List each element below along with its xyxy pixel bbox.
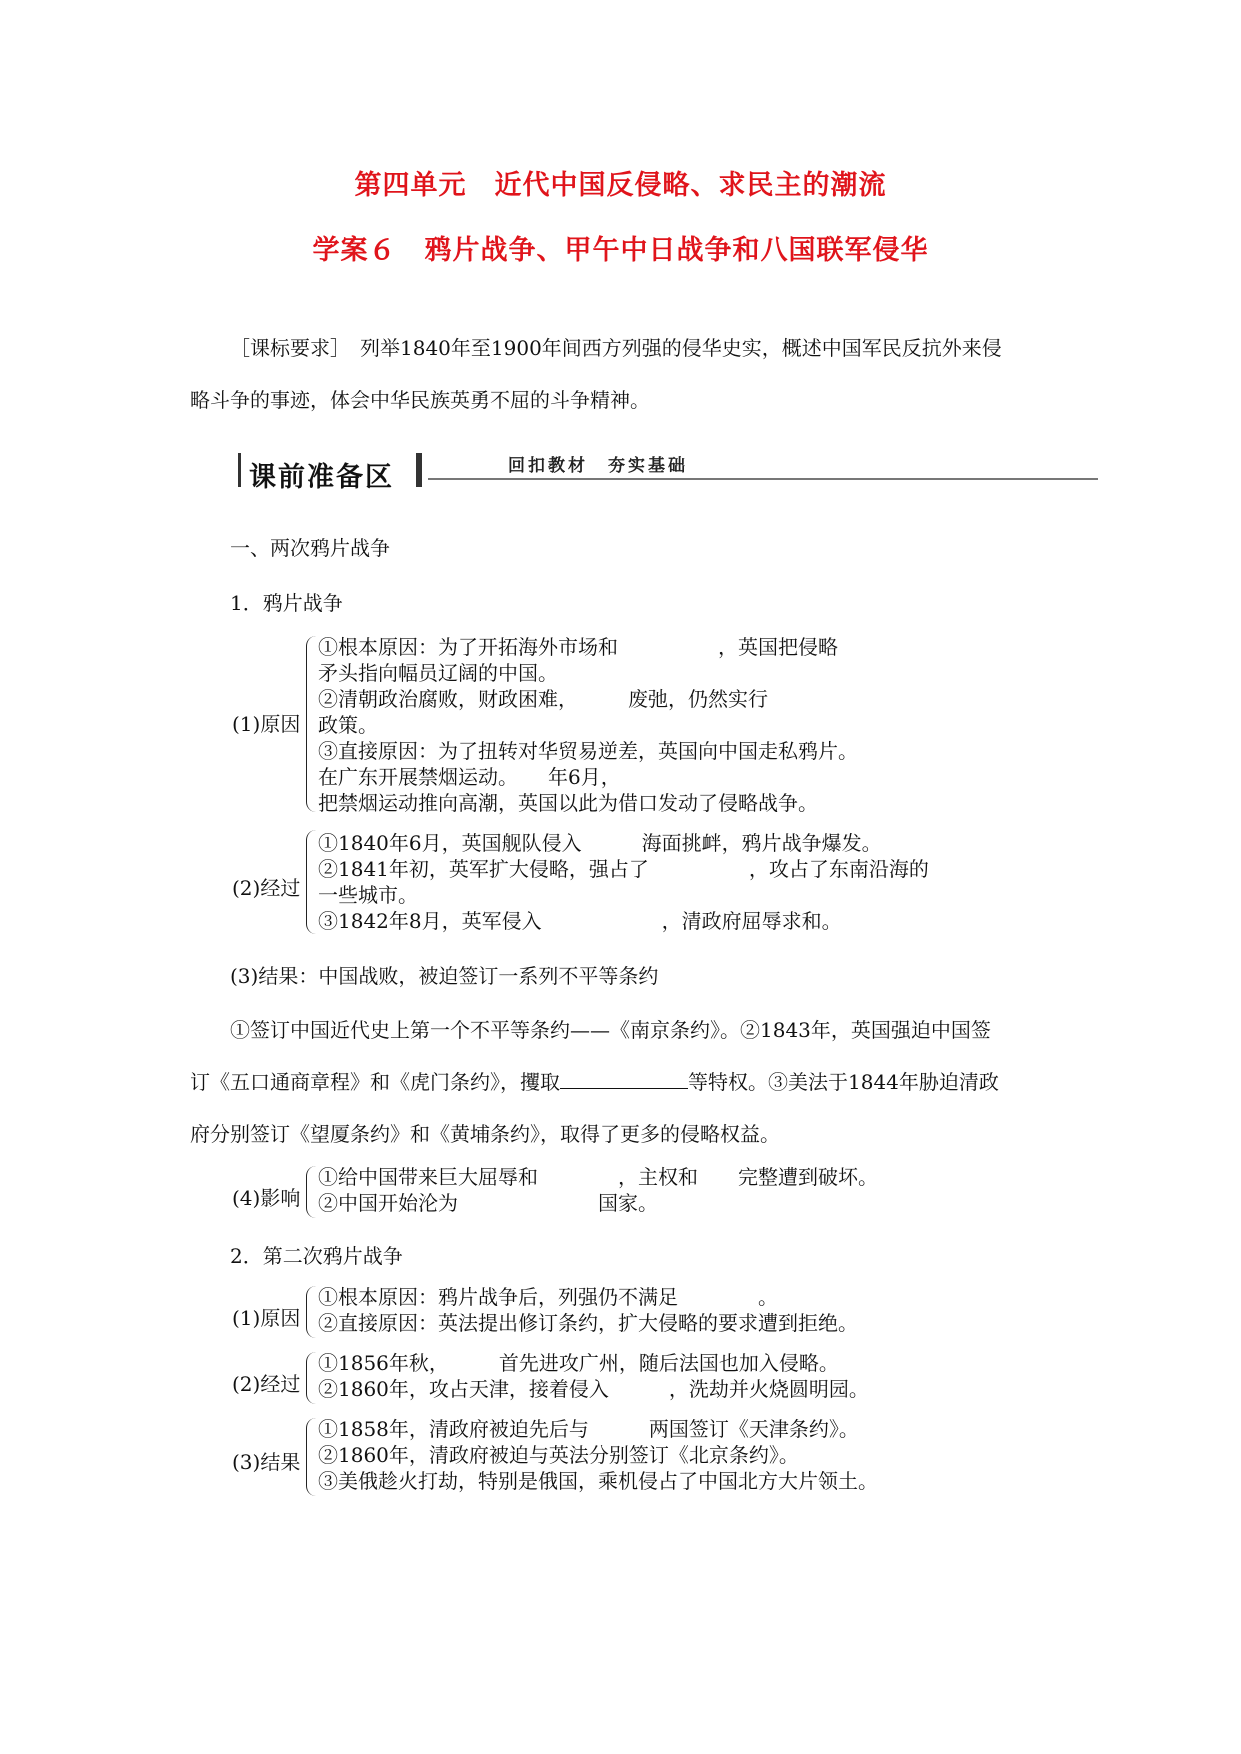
result-paragraph [190, 1004, 1050, 1160]
result-line-3: 府分别签订《望厦条约》和《黄埔条约》，取得了更多的侵略权益。 [190, 1122, 780, 1146]
cause2-line: ②直接原因：英法提出修订条约，扩大侵略的要求遭到拒绝。 [318, 1311, 858, 1335]
result2-line: ①1858年，清政府被迫先后与 两国签订《天津条约》。 [318, 1417, 859, 1441]
process-line: 一些城市。 [318, 883, 418, 907]
fill-blank[interactable] [560, 1068, 688, 1089]
curriculum-standard [190, 322, 1050, 426]
subheading-opium-war: 1．鸦片战争 [230, 591, 343, 615]
impact-line: ②中国开始沦为 国家。 [318, 1191, 658, 1215]
result-text: 订《五口通商章程》和《虎门条约》，攫取 [190, 1070, 560, 1094]
standard-line-2: 略斗争的事迹，体会中华民族英勇不屈的斗争精神。 [190, 388, 650, 412]
cause-line: 矛头指向幅员辽阔的中国。 [318, 661, 558, 685]
process-line: ③1842年8月，英军侵入 ，清政府屈辱求和。 [318, 909, 842, 933]
process2-label: (2)经过 [232, 1372, 301, 1396]
banner-label: 课前准备区 [249, 462, 394, 493]
result2-lines [318, 1416, 878, 1494]
process-line: ①1840年6月，英国舰队侵入 海面挑衅，鸦片战争爆发。 [318, 831, 882, 855]
process2-lines [318, 1350, 869, 1402]
brace [306, 636, 317, 812]
cause2-line: ①根本原因：鸦片战争后，列强仍不满足 。 [318, 1285, 778, 1309]
process-line: ②1841年初，英军扩大侵略，强占了 ，攻占了东南沿海的 [318, 857, 929, 881]
banner-rule [428, 478, 1098, 480]
subheading-second-opium-war: 2．第二次鸦片战争 [230, 1244, 403, 1268]
cause2-label: (1)原因 [232, 1306, 301, 1330]
result-heading: (3)结果：中国战败，被迫签订一系列不平等条约 [230, 964, 659, 988]
brace [306, 1286, 317, 1338]
banner-box [238, 453, 413, 493]
cause-line: 政策。 [318, 713, 378, 737]
process-label: (2)经过 [232, 876, 301, 900]
brace [306, 1418, 317, 1496]
section-heading-1: 一、两次鸦片战争 [230, 536, 390, 560]
standard-line-1: ［课标要求］ 列举1840年至1900年间西方列强的侵华史实，概述中国军民反抗外来侵 [230, 336, 1002, 360]
banner-subtitle: 回扣教材 夯实基础 [508, 456, 688, 476]
result2-label: (3)结果 [232, 1450, 301, 1474]
impact-lines [318, 1164, 878, 1216]
section-banner [238, 447, 1098, 493]
result-line-1: ①签订中国近代史上第一个不平等条约——《南京条约》。②1843年，英国强迫中国签 [230, 1018, 991, 1042]
result2-line: ②1860年，清政府被迫与英法分别签订《北京条约》。 [318, 1443, 799, 1467]
brace [306, 830, 317, 934]
cause-lines [318, 634, 858, 816]
banner-bar [416, 453, 422, 487]
brace [306, 1166, 317, 1218]
result-line-2 [190, 1056, 1050, 1108]
cause-line: ②清朝政治腐败，财政困难， 废弛，仍然实行 [318, 687, 768, 711]
unit-title: 第四单元 近代中国反侵略、求民主的潮流 [354, 170, 887, 201]
brace [306, 1352, 317, 1404]
impact-line: ①给中国带来巨大屈辱和 ，主权和 完整遭到破坏。 [318, 1165, 878, 1189]
result-text: 等特权。③美法于1844年胁迫清政 [688, 1070, 999, 1094]
process2-line: ①1856年秋， 首先进攻广州，随后法国也加入侵略。 [318, 1351, 839, 1375]
cause-line: 把禁烟运动推向高潮，英国以此为借口发动了侵略战争。 [318, 791, 818, 815]
result2-line: ③美俄趁火打劫，特别是俄国，乘机侵占了中国北方大片领土。 [318, 1469, 878, 1493]
lesson-title: 学案６ 鸦片战争、甲午中日战争和八国联军侵华 [312, 235, 929, 266]
cause2-lines [318, 1284, 858, 1336]
cause-line: ①根本原因：为了开拓海外市场和 ，英国把侵略 [318, 635, 838, 659]
process-lines [318, 830, 929, 934]
cause-line: ③直接原因：为了扭转对华贸易逆差，英国向中国走私鸦片。 [318, 739, 858, 763]
impact-label: (4)影响 [232, 1186, 301, 1210]
cause-label: (1)原因 [232, 712, 301, 736]
process2-line: ②1860年，攻占天津，接着侵入 ，洗劫并火烧圆明园。 [318, 1377, 869, 1401]
cause-line: 在广东开展禁烟运动。 年6月， [318, 765, 621, 789]
